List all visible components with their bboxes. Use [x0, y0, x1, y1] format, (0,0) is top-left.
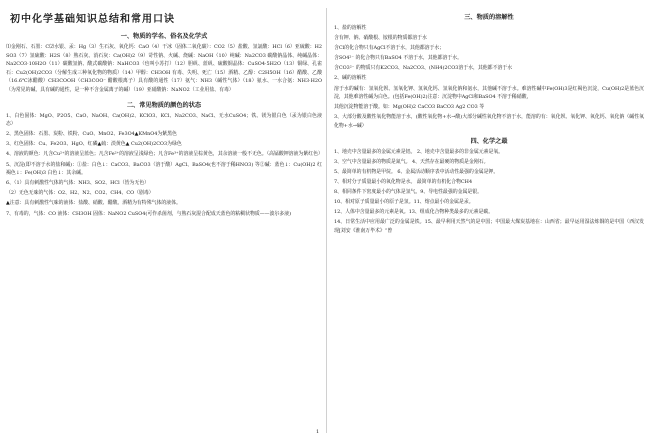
section-paragraph: 12、人体中含量最多的元素是氧。13、组成化合物种类最多的元素是碳。 — [334, 209, 494, 216]
section-paragraph: （2）无色无味的气体：O2、H2、N2、CO2、CH4、CO（剧毒） — [6, 190, 154, 197]
section-paragraph: 1、盐的溶解性 — [334, 25, 367, 31]
section-paragraph: 5、最简单的有机物是甲烷。 6、金属活动顺序表中活动性最强的金属是钾。 — [334, 168, 499, 175]
section-paragraph: 含有钾、钠、硝酸根、铵根的物质都溶于水 — [334, 35, 427, 42]
section-paragraph: 7、相对分子质量最小的氧化物是水。 最简单的有机化合物CH4 — [334, 178, 473, 185]
document-title: 初中化学基础知识总结和常用口诀 — [10, 14, 175, 25]
section-paragraph: 其他沉淀物能溶于酸。如：Mg(OH)2 CaCO3 BaCO3 Ag2 CO3 等 — [334, 104, 485, 111]
section-paragraph: 含CO3²⁻ 的物质只有K2CO3、Na2CO3、(NH4)2CO3溶于水，其他都不溶于水 — [334, 65, 513, 72]
section-heading: 三、物质的溶解性 — [464, 14, 514, 21]
section-paragraph: 3、大部分酸及酸性氧化物能溶于水，(酸性氧化物+水→酸)大部分碱性氧化物不溶于水，能溶的有：氧化钡、氧化钾、氧化钙、氧化钠（碱性氧化物+水→碱） — [334, 114, 644, 129]
section-paragraph: 含SO4²⁻ 的化合物只有BaSO4 不溶于水，其他都溶于水。 — [334, 55, 463, 62]
left-column — [6, 6, 322, 221]
section-paragraph: 4、溶液的颜色：凡含Cu²⁺的溶液呈蓝色；凡含Fe²⁺的溶液呈浅绿色；凡含Fe³⁺的溶液呈棕黄色，其余溶液一般不无色。（高锰酸钾溶液为紫红色） — [6, 151, 323, 158]
right-column — [334, 6, 644, 238]
left-sections — [6, 31, 322, 218]
section-paragraph: 1、白色固体：MgO、P2O5、CaO、NaOH、Ca(OH)2、KClO3、KCl、Na2CO3、NaCl、无水CuSO4；铁、镁为银白色（汞为银白色液态） — [6, 112, 322, 128]
page-number: 1 — [316, 429, 320, 435]
section-paragraph: ⑴金刚石、石墨：C⑵水银、汞：Hg（3）生石灰、氧化钙：CaO（4）干冰（固体二氧化碳）：CO2（5）盐酸、氢氯酸：HCl（6）亚硫酸：H2SO3（7）氢硫酸：H2S（8）熟石灰、消石灰：Ca(OH)2（9）苛性钠、火碱、烧碱：NaOH（10）纯碱：Na2CO3 碳酸钠晶体、纯碱晶体：Na2CO3·10H2O（11）碳酸氢钠、酸式碳酸钠：NaHCO3（也叫小苏打）（12）胆矾、蓝矾、硫酸铜晶体：CuSO4·5H2O（13）铜绿、孔雀石：Cu2(OH)2CO3（分解生成三种氧化物的物质）（14）甲醇：CH3OH 有毒、失明、死亡（15）酒精、乙醇：C2H5OH（16）醋酸、乙酸（16.6℃冰醋酸）CH3COOH（CH3COO⁻ 醋酸根离子）具有酸的通性（17）氨气：NH3（碱性气体）（18）氨水、一水合氨：NH3·H2O（为常见的碱，具有碱的通性，是一种不含金属离子的碱）（19）亚硝酸钠：NaNO2（工业用盐、有毒） — [6, 44, 322, 93]
right-sections — [334, 12, 644, 235]
section-paragraph: 3、空气中含量最多的物质是氮气。 4、天然存在最硬的物质是金刚石。 — [334, 158, 489, 165]
section-paragraph: 1、地壳中含量最多的金属元素是铝。 2、地壳中含量最多的非金属元素是氧。 — [334, 148, 504, 155]
section-paragraph: 3、红色固体：Cu、Fe2O3、HgO、红磷▲硫：淡黄色▲ Cu2(OH)2CO3为绿色 — [6, 141, 182, 148]
section-paragraph: ▲注意：具有刺激性气味的液体：盐酸、硝酸、醋酸。酒精为有特殊气体的液体。 — [6, 200, 181, 207]
section-heading: 二、常见物质的颜色的状态 — [126, 101, 202, 109]
section-paragraph: 2、黑色固体：石墨、炭粉、铁粉、CuO、MnO2、Fe3O4▲KMnO4为紫黑色 — [6, 131, 177, 138]
section-paragraph: 含Cl的化合物只有AgCl不溶于水，其他都溶于水； — [334, 45, 445, 52]
section-paragraph: 2、碱的溶解性 — [334, 75, 367, 82]
section-paragraph: 7、有毒的，气体：CO 液体：CH3OH 固体：NaNO2 CuSO4(可作杀菌剂，与熟石灰混合配成天蓝色的粘稠状物质——波尔多液) — [6, 210, 291, 217]
section-paragraph: 溶于水的碱有：氢氧化钡、氢氧化钾、氢氧化钙、氢氧化钠和氨水，其他碱不溶于水。难溶性碱中Fe(OH)3是红褐色沉淀，Cu(OH)2是蓝色沉淀，其他难溶性碱为白色。(包括Fe(OH)2)注意：沉淀物中AgCl和BaSO4 不溶于稀硝酸， — [334, 85, 644, 101]
section-paragraph: 14、日常生活中应用最广泛的金属是铁。15、最早利用天然气的是中国；中国最大煤炭基地在：山西省；最早运用湿法炼铜的是中国（西汉发现[刘安《淮南万毕术》“曾 — [334, 219, 644, 234]
section-heading: 四、化学之最 — [470, 137, 508, 145]
section-paragraph: 5、沉淀(即不溶于水的盐和碱)：①盐：白色↓：CaCO3、BaCO3（溶于酸）AgCl、BaSO4(也不溶于稀HNO3) 等②碱：蓝色↓：Cu(OH)2 红褐色↓：Fe(OH)3 白色↓：其余碱。 — [6, 161, 322, 177]
section-paragraph: 8、相同条件下密度最小的气体是氢气。9、导电性最强的金属是银。 — [334, 188, 483, 195]
section-paragraph: 10、相对原子质量最小的原子是氢。11、熔点最小的金属是汞。 — [334, 199, 474, 205]
section-heading: 一、物质的学名、俗名及化学式 — [120, 33, 208, 40]
column-divider — [326, 8, 327, 433]
section-paragraph: 6、（1）具有刺激性气体的气体：NH3、SO2、HCl（皆为无色） — [6, 180, 150, 187]
